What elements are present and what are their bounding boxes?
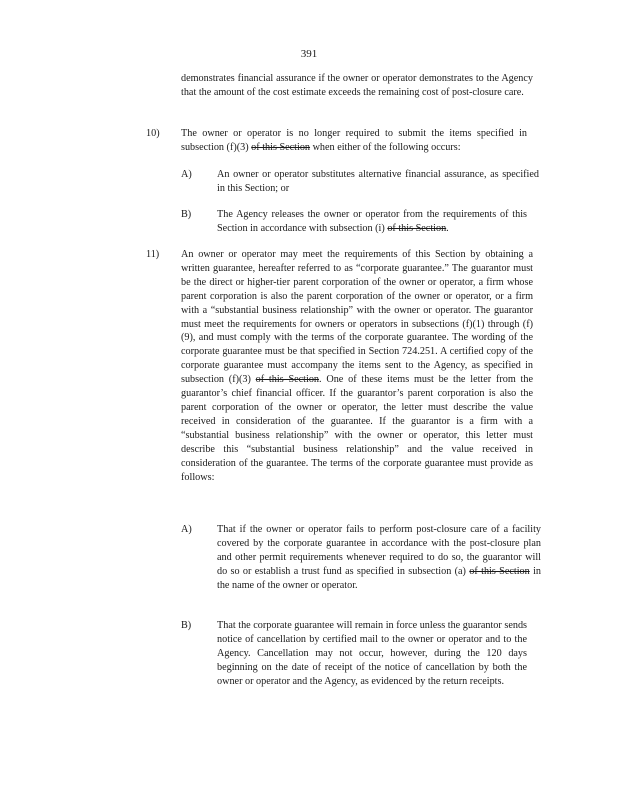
item-11-struck-text: of this Section — [255, 374, 320, 386]
item-11-paragraph — [181, 248, 533, 484]
item-11-text-a: An owner or operator may meet the requirements of this Section by obtaining a written guarantee, hereafter referred to as “corporate guarantee.” The guarantor must be the direct or higher-tier parent corporation of the owner or operator, a firm whose parent corporation is also the parent corporation of the owner or operator, or a firm with a “substantial business relationship” with the owner or operator. The guarantor must meet the requirements for owners or operators in subsections (f)(1) through (f)(9), and must comply with the terms of the corporate guarantee. The wording of the corporate guarantee must be that specified in Section 724.251. A certified copy of the corporate guarantee must accompany the items sent to the Agency, as specified in subsection (f)(3) — [181, 249, 533, 386]
item-10-B-text: The Agency releases the owner or operator from the requirements of this Section in accordance with subsection (i) — [217, 209, 527, 234]
item-11-A-struck-text: of this Section — [469, 565, 530, 577]
item-11-A-paragraph — [217, 523, 541, 593]
item-11-A-text-b: in the name of the owner or operator. — [217, 565, 542, 591]
item-10-number: 10) — [146, 128, 160, 139]
item-10-B-paragraph — [217, 208, 527, 236]
item-10-text-a: The owner or operator is no longer required to submit the items specified in subsection (f)(3) — [181, 128, 527, 153]
item-11-B-label: B) — [181, 620, 192, 631]
item-10-B-struck-text: of this Section — [387, 222, 447, 234]
intro-paragraph: demonstrates financial assurance if the owner or operator demonstrates to the Agency that the amount of the cost estimate exceeds the remaining cost of post-closure care. — [181, 73, 533, 98]
item-11-A-text-a: That if the owner or operator fails to perform post-closure care of a facility covered by the corporate guarantee in accordance with the post-closure plan and other permit requirements whenever required to do so, the guarantor will do so or establish a trust fund as specified in subsection (a) — [217, 524, 541, 577]
item-11-B-paragraph: That the corporate guarantee will remain in force unless the guarantor sends notice of cancellation by certified mail to the owner or operator and to the Agency. Cancellation may not occur, however, during the 120 days beginning on the date of receipt of the notice of cancellation by both the owner or operator and the Agency, as evidenced by the return receipts. — [217, 620, 527, 687]
item-10-text-b: when either of the following occurs: — [312, 141, 461, 153]
item-10-B-tail: . — [446, 222, 449, 234]
item-11-text-b: . One of these items must be the letter from the guarantor’s chief financial officer. If the guarantor’s parent corporation is also the parent corporation of the owner or operator, the letter must describe the value received in consideration of the guarantee. If the guarantor is a firm with a “substantial business relationship” with the owner or operator, this letter must describe this “substantial business relationship” and the value received in consideration of the guarantee. The terms of the corporate guarantee must provide as follows: — [181, 374, 533, 483]
item-10-A-paragraph: An owner or operator substitutes alternative financial assurance, as specified in this Section; or — [217, 169, 539, 194]
item-10-B-label: B) — [181, 209, 192, 220]
item-10-A-label: A) — [181, 169, 192, 180]
page-number: 391 — [300, 48, 318, 60]
item-10-paragraph — [181, 127, 527, 155]
item-11-number: 11) — [146, 249, 160, 260]
item-10-struck-text: of this Section — [251, 141, 311, 153]
item-11-A-label: A) — [181, 524, 192, 535]
